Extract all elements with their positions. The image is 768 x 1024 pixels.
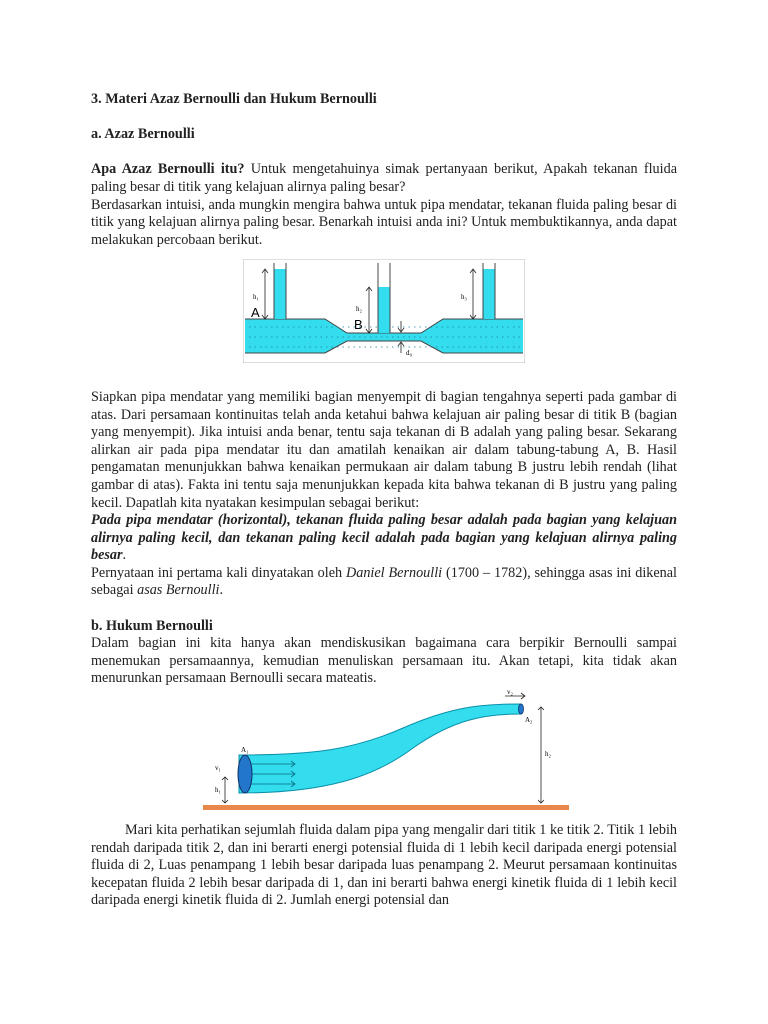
statement-term: asas Bernoulli bbox=[137, 582, 220, 599]
subsection-title-hukum: b. Hukum Bernoulli bbox=[91, 617, 213, 634]
hukum-body-paragraph: Mari kita perhatikan sejumlah fluida dalam pipa yang mengalir dari titik 1 ke titik 2. Titik 1 lebih rendah daripada titik 2, dan ini berarti energi potensial fluida di 1 lebih kecil daripada energi potensial fluida di 2, Luas penampang 1 lebih besar daripada luas penampang 2. Meurut persamaan kontinuitas kecepatan fluida 2 lebih besar daripada di 1, dan ini berarti bahwa energi kinetik fluida di 1 lebih kecil daripada energi kinetik fluida di 2. Jumlah energi potensial dan bbox=[91, 822, 677, 909]
statement-end: . bbox=[219, 582, 224, 599]
statement-text-2: (1700 – 1782), sehingga asas ini dikenal sebagai bbox=[91, 564, 677, 599]
label-h1-pipe: h₁ bbox=[215, 786, 221, 795]
label-h2-pipe: h₂ bbox=[545, 750, 551, 759]
label-a: A bbox=[251, 305, 260, 321]
intro-paragraph: Berdasarkan intuisi, anda mungkin mengira bahwa untuk pipa mendatar, tekanan fluida paling besar di titik yang kelajuan alirnya paling besar. Benarkah intuisi anda ini? Untuk membuktikannya, anda dapat melakukan percobaan berikut. bbox=[91, 196, 677, 248]
question-text-2: Apakah tekanan fluida paling besar di titik yang kelajuan alirnya paling besar? bbox=[91, 161, 677, 195]
statement-text-1: Pernyataan ini pertama kali dinyatakan oleh bbox=[91, 564, 346, 581]
statement-name: Daniel Bernoulli bbox=[346, 564, 443, 581]
conclusion-end: . bbox=[122, 547, 127, 564]
statement-paragraph bbox=[91, 565, 677, 600]
bernoulli-pipe-figure bbox=[203, 690, 575, 816]
label-h3: h₃ bbox=[461, 293, 467, 302]
label-d0: d₀ bbox=[406, 349, 412, 358]
label-h1: h₁ bbox=[253, 293, 259, 302]
section-title: 3. Materi Azaz Bernoulli dan Hukum Bernoulli bbox=[91, 91, 377, 107]
label-v2: v₂ bbox=[507, 690, 513, 697]
question-paragraph bbox=[91, 161, 677, 196]
venturi-figure bbox=[243, 259, 525, 363]
label-v1: v₁ bbox=[215, 764, 221, 773]
label-a2: A₂ bbox=[525, 716, 533, 725]
subsection-title-azaz: a. Azaz Bernoulli bbox=[91, 126, 195, 143]
label-b: B bbox=[354, 317, 363, 333]
question-text-1: Untuk mengetahuinya simak pertanyaan berikut, bbox=[244, 161, 538, 178]
conclusion-paragraph bbox=[91, 512, 677, 565]
experiment-paragraph: Siapkan pipa mendatar yang memiliki bagian menyempit di bagian tengahnya seperti pada gambar di atas. Dari persamaan kontinuitas telah anda ketahui bahwa kelajuan air paling besar di titik B (bagian yang menyempit). Jika intuisi anda benar, tentu saja tekanan di B adalah yang paling besar. Sekarang alirkan air pada pipa mendatar itu dan amatilah kenaikan air dalam tabung-tabung A, B. Hasil pengamatan menunjukkan bahwa kenaikan permukaan air dalam tabung B justru lebih rendah (lihat gambar di atas). Fakta ini tentu saja menunjukkan kepada kita bahwa tekanan di B justru yang paling kecil. Dapatlah kita nyatakan kesimpulan sebagai berikut: bbox=[91, 388, 677, 511]
label-a1: A₁ bbox=[241, 746, 249, 755]
hukum-intro-paragraph: Dalam bagian ini kita hanya akan mendiskusikan bagaimana cara berpikir Bernoulli sampai menemukan persamaannya, kemudian menuliskan persamaan itu. Akan tetapi, kita tidak akan menurunkan persamaan Bernoulli secara mateatis. bbox=[91, 635, 677, 687]
conclusion-text: Pada pipa mendatar (horizontal), tekanan fluida paling besar adalah pada bagian yang kelajuan alirnya paling kecil, dan tekanan paling kecil adalah pada bagian yang kelajuan alirnya paling besar bbox=[91, 512, 677, 564]
document-body bbox=[91, 91, 677, 910]
label-h2: h₂ bbox=[356, 305, 362, 314]
question-bold: Apa Azaz Bernoulli itu? bbox=[91, 161, 245, 178]
